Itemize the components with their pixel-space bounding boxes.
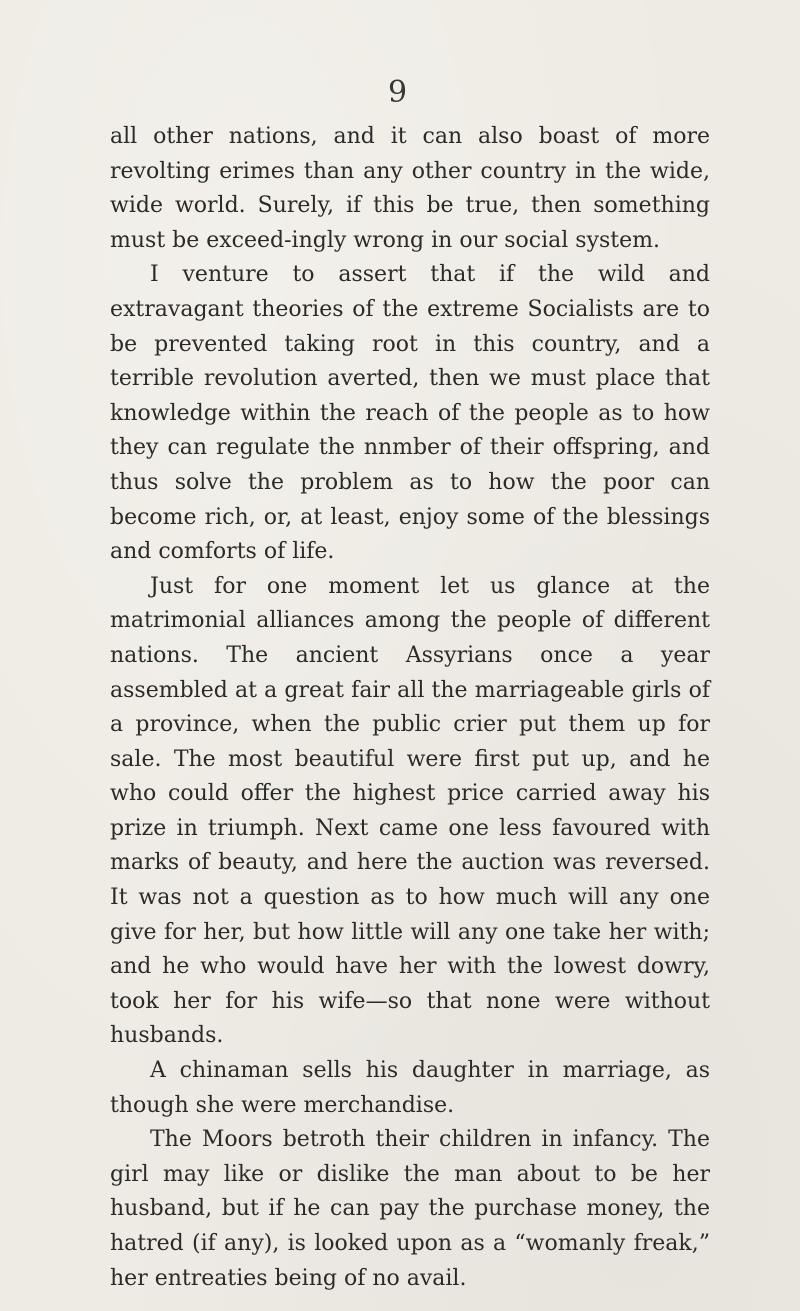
paragraph-chinaman: A chinaman sells his daughter in marriage, as though she were merchandise. — [110, 1058, 710, 1118]
paragraph-moors: The Moors betroth their children in infancy. The girl may like or dislike the man about to be her husband, but if he can pay the purchase money, the hatred (if any), is looked upon as a “womanly freak,” her entreaties being of no avail. — [110, 1127, 710, 1291]
paragraph-socialists: I venture to assert that if the wild and extravagant theories of the extreme Socialists are to be prevented taking root in this country, and a terrible revolution averted, then we must place that knowledge within the reach of the people as to how they can regulate the nnmber of their offspring, and thus solve the problem as to how the poor can become rich, or, at least, enjoy some of the blessings and comforts of life. — [110, 262, 710, 565]
page-number: 9 — [388, 75, 408, 110]
body-text — [110, 120, 710, 1296]
paragraph-continuation: all other nations, and it can also boast of more revolting erimes than any other country in the wide, wide world. Surely, if this be true, then something must be exceed-ingly wrong in our social system. — [110, 124, 710, 253]
paragraph-matrimonial-alliances: Just for one moment let us glance at the matrimonial alliances among the people of different nations. The ancient Assyrians once a year assembled at a great fair all the marriageable girls of a province, when the public crier put them up for sale. The most beautiful were first put up, and he who could offer the highest price carried away his prize in triumph. Next came one less favoured with marks of beauty, and here the auction was reversed. It was not a question as to how much will any one give for her, but how little will any one take her with; and he who would have her with the lowest dowry, took her for his wife—so that none were without husbands. — [110, 573, 710, 1049]
